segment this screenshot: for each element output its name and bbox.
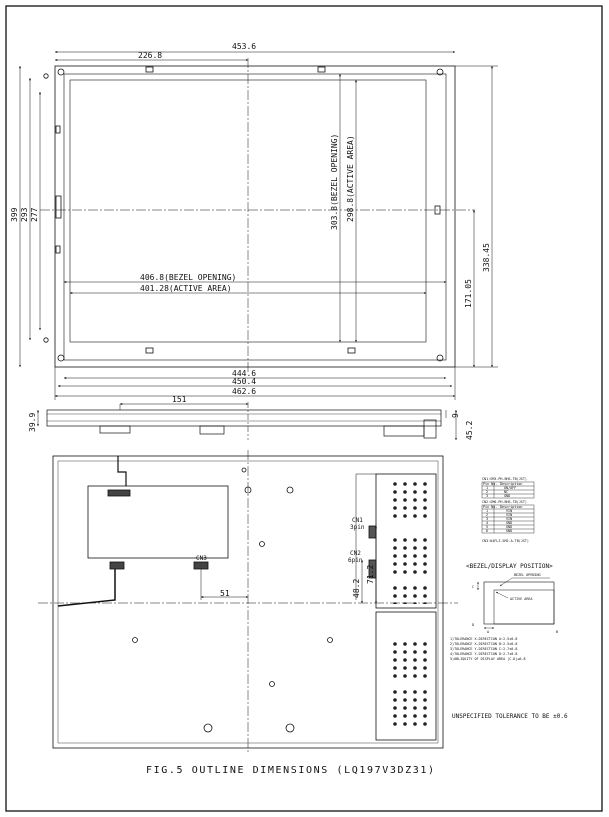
cn2-label: CN2 [350,550,361,557]
pin-table-cn1-r0c1: ON/OFF [504,486,517,490]
bezel-opening-label: BEZEL OPENING [514,573,541,577]
pin-table-cn1-r1c1: NC [504,490,509,494]
dim-active-area-h: 401.28(ACTIVE AREA) [140,284,232,293]
pin-table-cn1-r1c0: 2 [486,490,489,494]
pin-table-cn1-h0: Pin No. [483,482,498,486]
dim-462-6: 462.6 [232,387,257,396]
rear-screw [204,724,212,732]
rear-screw [260,542,265,547]
tolerance-5: 5)OBLIQUITY OF DISPLAY AREA |C-D|≤0.8 [450,657,526,661]
cn1-pins-label: 3pin [350,524,365,531]
dim-293: 293 [20,207,29,222]
pin-table-cn3-title: CN3:04FLZ-SM2-A-TB(JST) [482,539,529,543]
dim-277: 277 [30,207,39,222]
side-slot [56,196,61,218]
dim-bezel-opening-v: 303.8(BEZEL OPENING) [330,133,339,230]
rear-screw [242,468,246,472]
side-bracket [200,426,224,434]
bezel-tab [318,67,325,72]
pcb-connector [110,562,124,569]
front-bezel [64,74,446,360]
bezel-c-label: C [472,585,475,589]
bezel-a-label: A [487,630,490,634]
unspecified-tolerance-note: UNSPECIFIED TOLERANCE TO BE ±0.6 [452,713,568,720]
bezel-tab [348,348,355,353]
bezel-tab [146,67,153,72]
rear-view [38,450,458,752]
front-outer-frame [55,66,455,367]
tolerance-3: 3)TOLERANCE Y-DIRECTION C:2.7±0.8 [450,647,518,651]
pin-table-cn2-r5c0: 6 [486,529,489,533]
pin-table-cn1-r2c0: 3 [486,494,489,498]
pin-table-cn2-r0c1: VIN [506,509,513,513]
pin-table-cn2-r1c0: 2 [486,513,489,517]
dim-active-area-v: 298.8(ACTIVE AREA) [346,135,355,222]
pin-table-cn2-title: CN2:SM6-PH-BHS-TB(JST) [482,500,527,504]
tolerance-1: 1)TOLERANCE X-DIRECTION A:2.5±0.8 [450,637,518,641]
dim-bezel-opening-h: 406.8(BEZEL OPENING) [140,273,237,282]
cn1-connector [369,526,376,538]
pin-table-cn1-title: CN1:SM3-PH-BHS-TB(JST) [482,477,527,481]
rear-screw [286,724,294,732]
fpc-cable-top [118,456,126,486]
dim-151: 151 [172,395,187,404]
rear-screw [287,487,293,493]
pin-table-cn2-r4c0: 5 [486,525,489,529]
tolerance-2: 2)TOLERANCE X-DIRECTION B:2.5±0.8 [450,642,518,646]
bezel-tab [146,348,153,353]
front-view [40,58,475,374]
side-bracket [100,426,130,433]
cn3-label: CN3 [196,555,207,562]
dim-226-8: 226.8 [138,51,163,60]
dim-171-05: 171.05 [464,279,473,308]
inverter-holes [392,586,432,604]
mount-hole [58,69,64,75]
figure-caption: FIG.5 OUTLINE DIMENSIONS (LQ197V3DZ31) [146,765,436,776]
controller-pcb [88,486,228,558]
cn3-connector [194,562,208,569]
inverter-holes [392,480,432,522]
cn1-label: CN1 [352,517,363,524]
rear-screw [328,638,333,643]
fpc-cable [58,569,115,606]
side-bracket [384,426,424,436]
pin-table-cn2-r2c1: VIN [506,517,513,521]
dim-338-45: 338.45 [482,243,491,272]
mount-hole [58,355,64,361]
bezel-position-diagram [478,578,554,628]
dim-450-4: 450.4 [232,377,257,386]
side-slot [56,246,60,253]
pin-table-cn2-r5c1: GND [506,529,513,533]
bezel-d-label: D [472,623,475,627]
pin-table-cn2-r3c1: GND [506,521,513,525]
dim-51: 51 [220,589,230,598]
dim-399: 399 [10,207,19,222]
pcb-connector [108,490,130,496]
pin-table-cn2-h0: Pin No. [483,505,498,509]
inverter-holes [392,640,432,680]
bezel-b-label: B [556,630,559,634]
active-area-label: ACTIVE AREA [510,597,533,601]
pin-table-cn2-r1c1: VIN [506,513,513,517]
tolerance-4: 4)TOLERANCE Y-DIRECTION D:2.7±0.8 [450,652,518,656]
cn2-pins-label: 6pin [348,557,363,564]
drawing-frame [6,6,602,811]
dim-45-2: 45.2 [465,420,474,440]
side-body [47,410,441,426]
dim-444-6: 444.6 [232,369,257,378]
pin-table-cn1-h1: Description [500,482,523,486]
dim-71-2: 71.2 [366,564,375,584]
dim-48-2: 48.2 [352,578,361,598]
side-bracket [424,420,436,438]
mount-hole [44,74,48,78]
dim-453-6: 453.6 [232,42,257,51]
rear-screw [270,682,275,687]
pin-table-cn1-r0c0: 1 [486,486,489,490]
pin-table-cn1-r2c1: GND [504,494,511,498]
pin-table-cn2-r2c0: 3 [486,517,489,521]
side-slot [56,126,60,133]
dim-9: 9 [451,413,460,418]
rear-screw [133,638,138,643]
inverter-holes [392,534,432,576]
pin-table-cn2-r3c0: 4 [486,521,489,525]
bezel-position-title: <BEZEL/DISPLAY POSITION> [466,563,553,570]
pin-table-cn2-r4c1: GND [506,525,513,529]
side-view [38,402,456,440]
mount-hole [44,338,48,342]
inverter-holes [392,690,432,730]
pin-table-cn2-h1: Description [500,505,523,509]
dim-39-9: 39.9 [28,412,37,432]
pin-table-cn2-r0c0: 1 [486,509,489,513]
